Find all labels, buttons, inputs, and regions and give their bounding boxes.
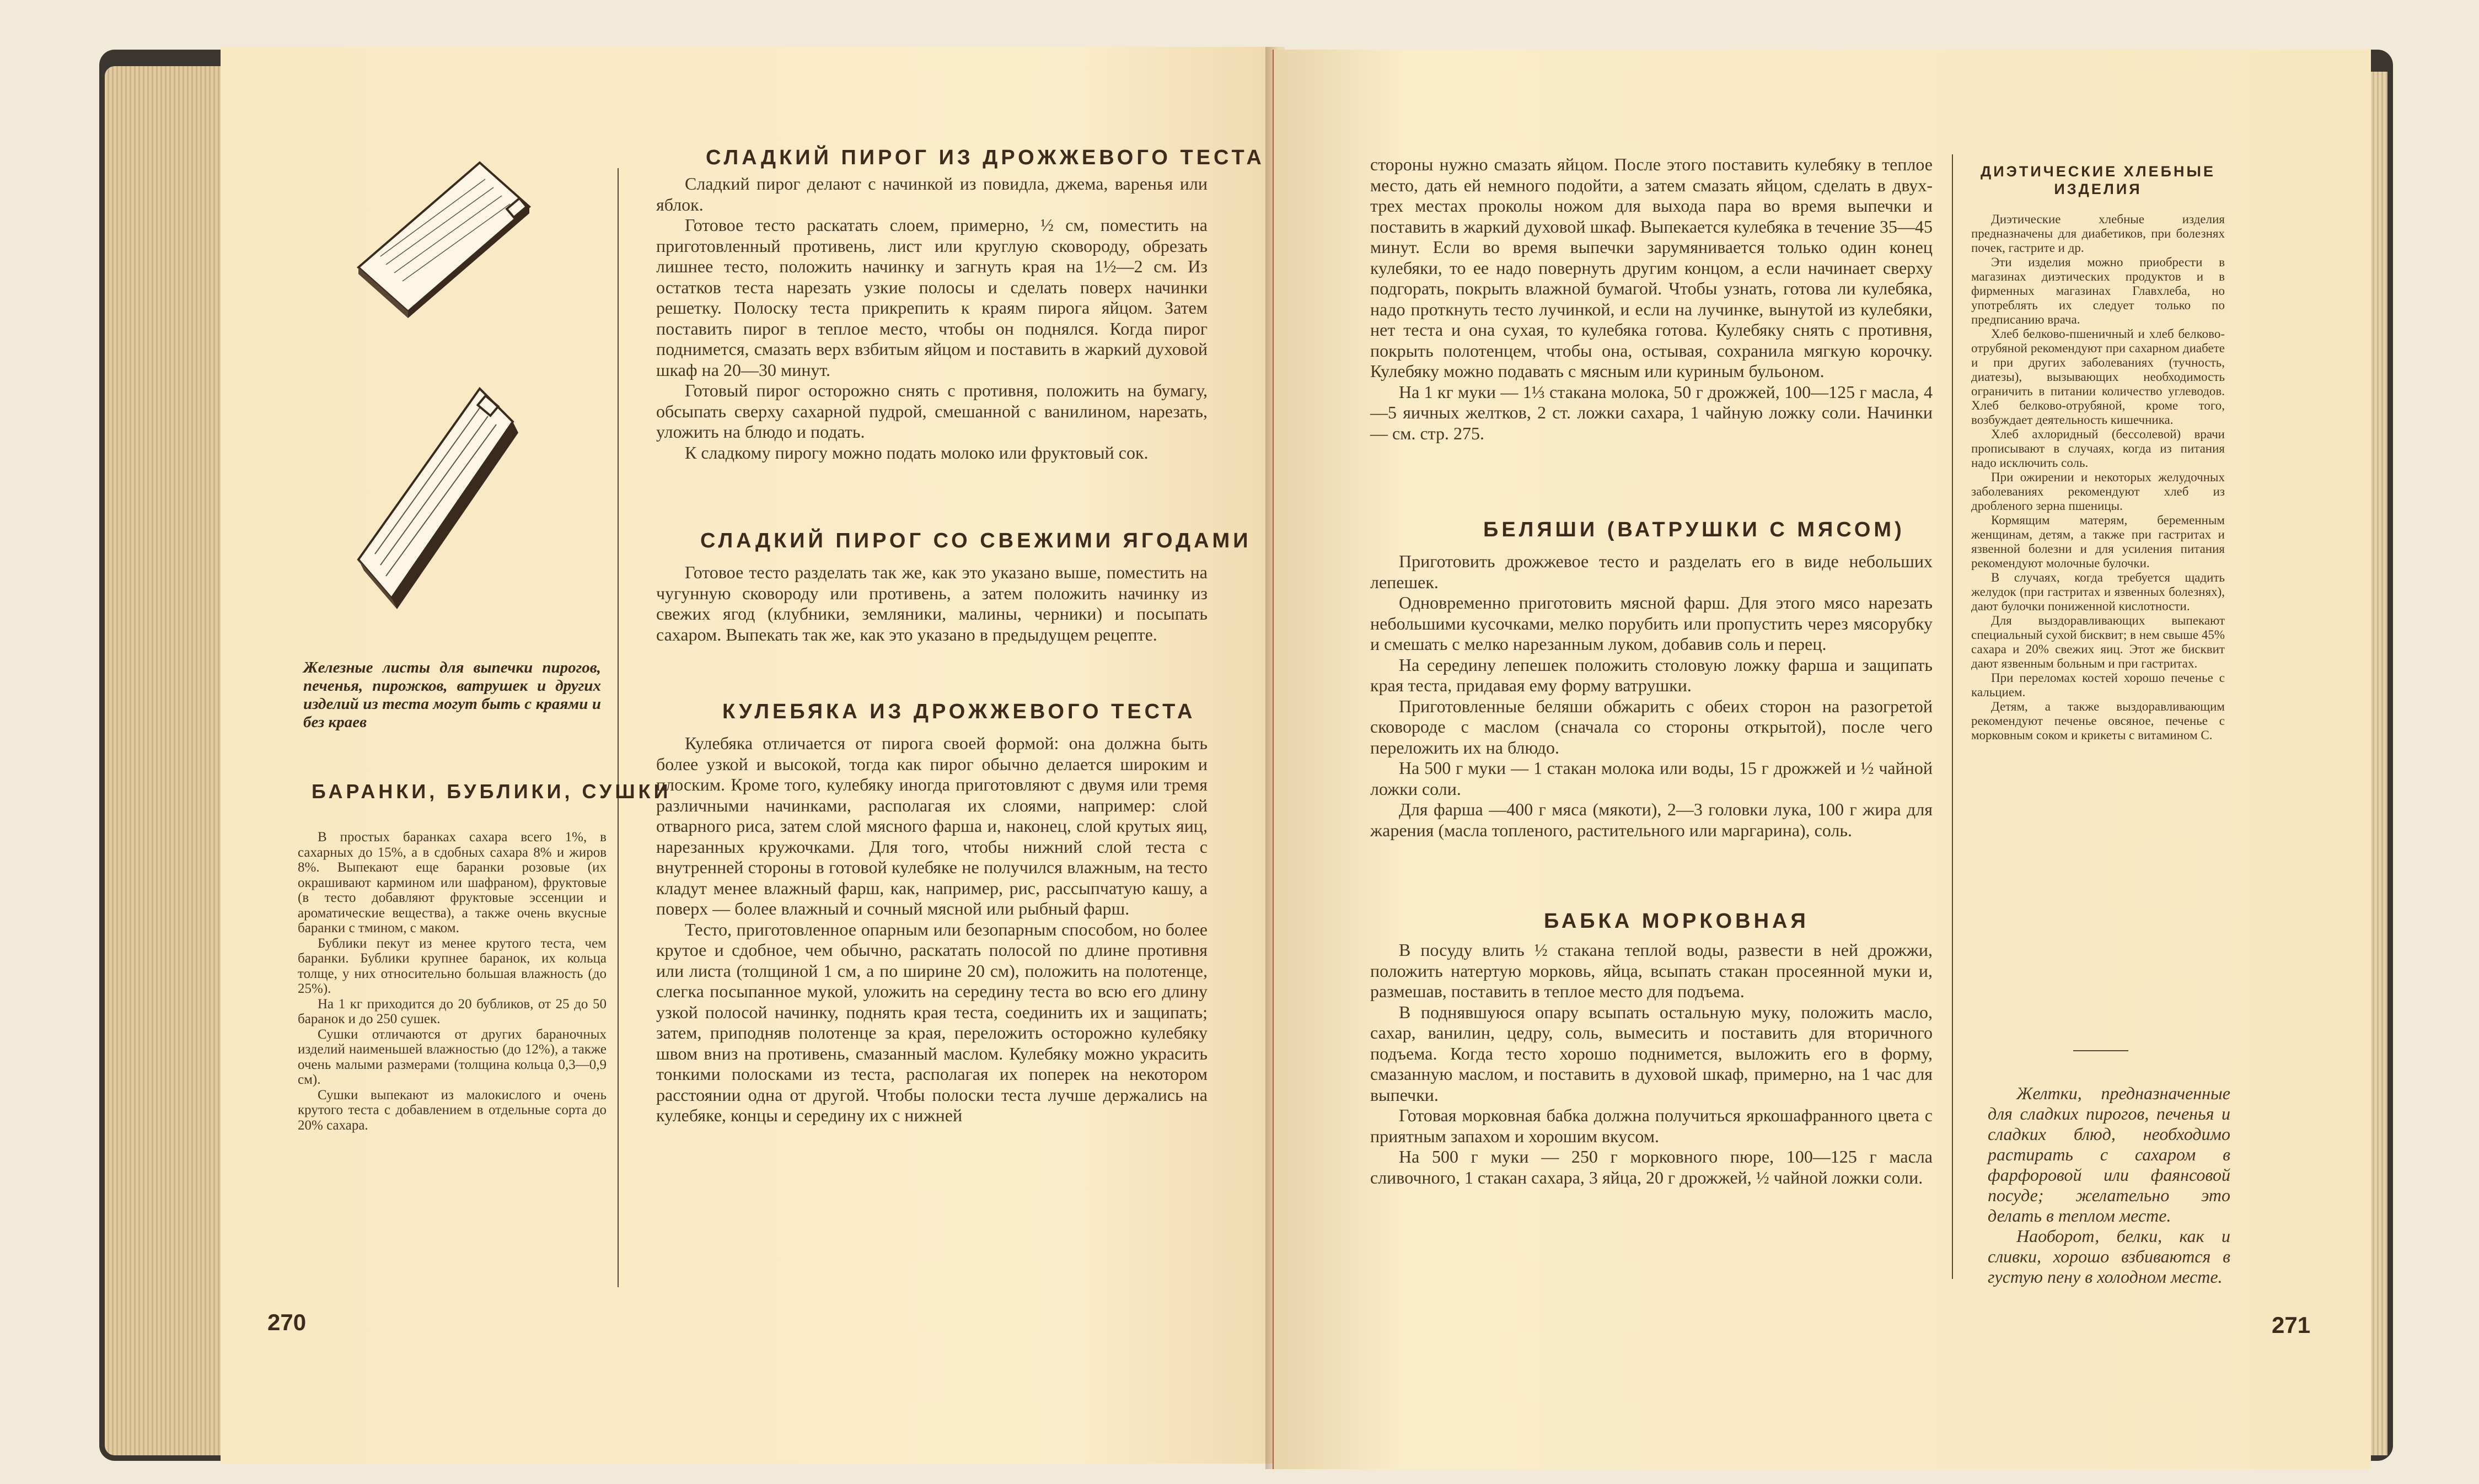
paragraph: В простых баранках сахара всего 1%, в сахарных до 15%, а в сдобных сахара 8% и жиров 8%. Выпекают еще баранки розовые (их окрашивают кармином или шафраном), фруктовые (в тесто добавляют фруктовые эссенции и ароматические вещества), а также очень вкусные баранки с тмином, с маком. [298,830,607,935]
section-babka [1370,940,1933,1188]
paragraph: В поднявшуюся опару всыпать остальную муку, положить масло, сахар, ванилин, цедру, соль, вымесить и поставить для вторичного подъема. Когда тесто хорошо поднимется, выложить его в форму, смазанную маслом, и поставить в духовой шкаф, примерно, на 1 час для выпечки. [1370,1002,1933,1105]
column-divider [1952,154,1953,1279]
right-page [1274,50,2371,1469]
heading-baranki: БАРАНКИ, БУБЛИКИ, СУШКИ [312,780,672,803]
paragraph: Кулебяка отличается от пирога своей формой: она должна быть более узкой и высокой, тогда как пирог обычно делается широким и плоским. Кроме того, кулебяку иногда приготовляют с двумя или тремя различными начинками, располагая их слоями, например: слой отварного риса, затем слой мясного фарша и, наконец, слой крутых яиц, нарезанных кружочками. Для того, чтобы нижний слой теста с внутренней стороны в готовой кулебяке не получился влажным, на тесто кладут менее влажный фарш, как, например, рис, рассыпчатую кашу, а поверх — более влажный и сочный мясной или рыбный фарш. [656,733,1208,918]
heading-diet-bread: ДИЭТИЧЕСКИЕ ХЛЕБНЫЕ ИЗДЕЛИЯ [1981,163,2215,197]
paragraph: Готовое тесто разделать так же, как это указано выше, поместить на чугунную сковороду или противень, а затем положить начинку из свежих ягод (клубники, земляники, малины, черники) и посыпать сахаром. Выпекать так же, как это указано в предыдущем рецепте. [656,562,1208,644]
section-kulebyaka [656,733,1208,1126]
paragraph: Кормящим матерям, беременным женщинам, детям, а также при гастритах и язвенной болезни и для усиления питания рекомендуют молочные булочки. [1971,513,2225,570]
left-page [221,47,1285,1464]
paragraph: Наоборот, белки, как и сливки, хорошо взбиваются в густую пену в холодном месте. [1988,1226,2230,1287]
paragraph: На 500 г муки — 1 стакан молока или воды, 15 г дрожжей и ½ чайной ложки соли. [1370,758,1933,799]
heading-belyashi: БЕЛЯШИ (ВАТРУШКИ С МЯСОМ) [1483,518,1905,541]
section-sweet-pie [656,174,1208,463]
paragraph: В посуду влить ½ стакана теплой воды, развести в ней дрожжи, положить натертую морковь, яйца, всыпать стакан просеянной муки и, размешав, поставить в теплое место для подъема. [1370,940,1933,1001]
paragraph: На 1 кг муки — 1⅓ стакана молока, 50 г дрожжей, 100—125 г масла, 4—5 яичных желтков, 2 ст. ложки сахара, 1 чайную ложку соли. Начинки — см. стр. 275. [1370,381,1933,443]
paragraph: Диэтические хлебные изделия предназначены для диабетиков, при болезнях почек, гастрите и др. [1971,212,2225,255]
paragraph: В случаях, когда требуется щадить желудок (при гастритах и язвенных болезнях), дают булочки пониженной кислотности. [1971,571,2225,613]
paragraph: Готовый пирог осторожно снять с противня, положить на бумагу, обсыпать сверху сахарной пудрой, смешанной с ванилином, нарезать, уложить на блюдо и подать. [656,380,1208,442]
section-baranki [298,830,607,1133]
paragraph: Бублики пекут из менее крутого теста, чем баранки. Бублики крупнее баранок, их кольца толще, у них относительно большая влажность (до 25%). [298,935,607,996]
paragraph: Хлеб ахлоридный (бессолевой) врачи прописывают в случаях, когда из питания надо исключить соль. [1971,427,2225,470]
paragraph: стороны нужно смазать яйцом. После этого поставить кулебяку в теплое место, дать ей немного подойти, а затем смазать яйцом, сделать в двух-трех местах проколы ножом для выхода пара во время выпечки и поставить в жаркий духовой шкаф. Выпекается кулебяка в течение 35—45 минут. Если во время выпечки зарумянивается только один конец кулебяки, то ее надо повернуть другим концом, а если начинает сверху подгорать, покрыть влажной бумагой. Чтобы узнать, готова ли кулебяка, надо проткнуть тесто лучинкой, и если на лучинке, вынутой из кулебяки, нет теста и она сухая, то кулебяка готова. Кулебяку снять с противня, покрыть полотенцем, чтобы она, остывая, сохранила мягкую корочку. Кулебяку можно подавать с мясным или куриным бульоном. [1370,154,1933,381]
paragraph: Для выздоравливающих выпекают специальный сухой бисквит; в нем свыше 45% сахара и 20% свежих яиц. Этот же бисквит дают язвенным больным и при гастритах. [1971,614,2225,670]
column-divider [618,168,619,1287]
paragraph: К сладкому пирогу можно подать молоко или фруктовый сок. [685,442,1149,463]
paragraph: Сушки отличаются от других бараночных изделий наименьшей влажностью (до 12%), а также очень малыми размерами (толщина кольца 0,3—0,9 см). [298,1026,607,1087]
paragraph: Сладкий пирог делают с начинкой из повидла, джема, варенья или яблок. [656,174,1208,214]
paragraph: Хлеб белково-пшеничный и хлеб белково-отрубяной рекомендуют при сахарном диабете и при других заболеваниях (тучность, диатезы), вызывающих необходимость ограничить в питании количество углеводов. Хлеб белково-отрубяной, кроме того, возбуждает деятельность кишечника. [1971,327,2225,427]
heading-kulebyaka: КУЛЕБЯКА ИЗ ДРОЖЖЕВОГО ТЕСТА [722,700,1196,723]
section-diet-bread [1971,212,2225,743]
paragraph: Сушки выпекают из малокислого и очень крутого теста с добавлением в отдельные сорта до 20% сахара. [298,1087,607,1133]
short-divider [2073,1050,2128,1051]
page-edges-left [105,66,232,1455]
paragraph: Для фарша —400 г мяса (мякоти), 2—3 головки лука, 100 г жира для жарения (масла топленого, растительного или маргарина), соль. [1370,799,1933,840]
paragraph: На середину лепешек положить столовую ложку фарша и защипать края теста, придавая ему форму ватрушки. [1370,654,1933,695]
paragraph: При ожирении и некоторых желудочных заболеваниях рекомендуют хлеб из дробленого зерна пшеницы. [1971,470,2225,513]
paragraph: Детям, а также выздоравливающим рекомендуют печенье овсяное, печенье с морковным соком и крикеты с витамином С. [1971,700,2225,742]
paragraph: Эти изделия можно приобрести в магазинах диэтических продуктов и в фирменных магазинах Главхлеба, но употреблять их следует только по предписанию врача. [1971,255,2225,326]
paragraph: На 1 кг приходится до 20 бубликов, от 25 до 50 баранок и до 250 сушек. [298,996,607,1026]
paragraph: Одновременно приготовить мясной фарш. Для этого мясо нарезать небольшими кусочками, мелко порубить или пропустить через мясорубку и смешать с мелко нарезанным луком, добавив соль и перец. [1370,593,1933,654]
heading-sweet-pie: СЛАДКИЙ ПИРОГ ИЗ ДРОЖЖЕВОГО ТЕСТА [706,146,1265,169]
paragraph: При переломах костей хорошо печенье с кальцием. [1971,671,2225,699]
paragraph: Тесто, приготовленное опарным или безопарным способом, но более крутое и сдобное, чем обычно, раскатать полосой по длине противня или листа (толщиной 1 см, а по ширине 20 см), положить на полотенце, слегка посыпанное мукой, уложить на середину теста во всю его длину узкой полосой начинку, поднять края теста, соединить их и защипать; затем, приподняв полотенце за края, переложить осторожно кулебяку швом вниз на противень, смазанный маслом. Кулебяку можно украсить тонкими полосками из теста, располагая их поперек на некотором расстоянии одна от другой. Чтобы полоски теста лучше держались на кулебяке, концы и середину их с нижней [656,919,1208,1125]
paragraph: Приготовить дрожжевое тесто и разделать его в виде небольших лепешек. [1370,551,1933,592]
paragraph: Желтки, предназначенные для сладких пирогов, печенья и сладких блюд, необходимо растирать с сахаром в фарфоровой или фаянсовой посуде; желательно это делать в теплом месте. [1988,1083,2230,1225]
illustration-caption: Железные листы для выпечки пирогов, печенья, пирожков, ватрушек и других изделий из теста могут быть с краями и без краев [303,659,601,731]
kitchen-note [1988,1083,2230,1287]
paragraph: Готовая морковная бабка должна получиться яркошафранного цвета с приятным запахом и хорошим вкусом. [1370,1105,1933,1146]
page-number-left: 270 [267,1309,307,1335]
paragraph: Приготовленные беляши обжарить с обеих сторон на разогретой сковороде с маслом (сначала со стороны открытой), после чего переложить их на блюдо. [1370,696,1933,757]
heading-babka: БАБКА МОРКОВНАЯ [1544,910,1809,933]
paragraph: На 500 г муки — 250 г морковного пюре, 100—125 г масла сливочного, 1 стакан сахара, 3 яйца, 20 г дрожжей, ½ чайной ложки соли. [1370,1147,1933,1187]
section-berry-pie [656,562,1208,645]
baking-sheet-with-edges-illustration [347,378,540,631]
section-kulebyaka-continued [1370,154,1933,444]
heading-berry-pie: СЛАДКИЙ ПИРОГ СО СВЕЖИМИ ЯГОДАМИ [700,529,1252,552]
paragraph: Готовое тесто раскатать слоем, примерно, ½ см, поместить на приготовленный противень, лист или круглую сковороду, обрезать лишнее тесто, положить начинку и загнуть края на 1½—2 см. Из остатков теста нарезать узкие полосы и сделать поверх начинки решетку. Полоску теста прикрепить к краям пирога яйцом. Затем поставить пирог в теплое место, чтобы он поднялся. Когда пирог поднимется, смазать верх взбитым яйцом и поставить в жаркий духовой шкаф на 20—30 минут. [656,215,1208,380]
section-belyashi [1370,551,1933,841]
page-number-right: 271 [2272,1312,2311,1338]
baking-sheet-flat-illustration [347,157,546,322]
